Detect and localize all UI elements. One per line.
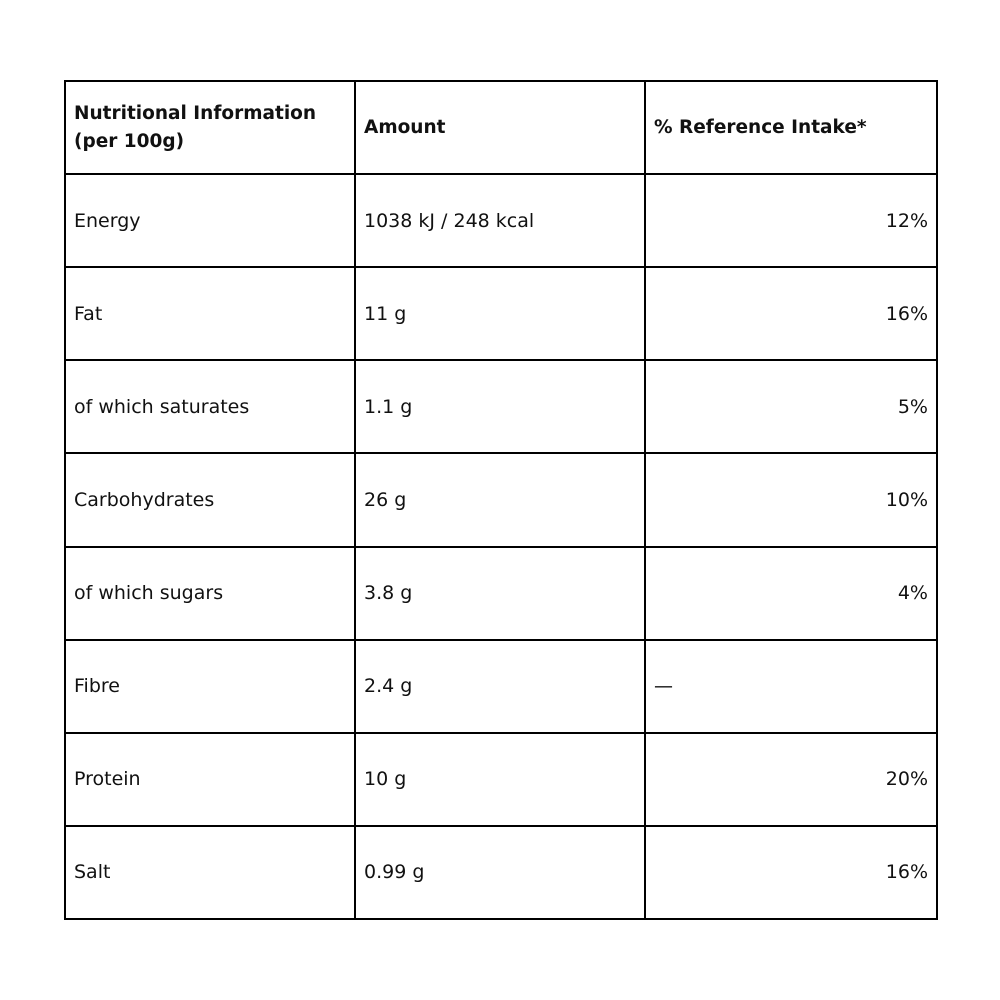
nutrient-amount: 2.4 g <box>355 640 645 733</box>
nutrient-name: Fat <box>65 267 355 360</box>
nutrient-name: Carbohydrates <box>65 453 355 546</box>
table-row <box>65 453 937 546</box>
reference-intake-value: 16% <box>645 826 937 919</box>
nutrition-table <box>64 80 938 920</box>
table-row <box>65 733 937 826</box>
header-reference-intake: % Reference Intake* <box>645 81 937 174</box>
nutrient-amount: 0.99 g <box>355 826 645 919</box>
nutrient-amount: 1.1 g <box>355 360 645 453</box>
nutrient-amount: 11 g <box>355 267 645 360</box>
nutrient-name: Fibre <box>65 640 355 733</box>
table-row <box>65 640 937 733</box>
table-row <box>65 174 937 267</box>
table-row <box>65 547 937 640</box>
table-header-row <box>65 81 937 174</box>
table-row <box>65 826 937 919</box>
table-row <box>65 267 937 360</box>
reference-intake-value: 5% <box>645 360 937 453</box>
nutrient-name: Protein <box>65 733 355 826</box>
reference-intake-value: 10% <box>645 453 937 546</box>
nutrient-amount: 3.8 g <box>355 547 645 640</box>
reference-intake-value: 16% <box>645 267 937 360</box>
table-row <box>65 360 937 453</box>
reference-intake-value: 4% <box>645 547 937 640</box>
header-amount: Amount <box>355 81 645 174</box>
nutrient-amount: 1038 kJ / 248 kcal <box>355 174 645 267</box>
reference-intake-value: — <box>645 640 937 733</box>
nutrient-name: of which saturates <box>65 360 355 453</box>
nutrient-name: of which sugars <box>65 547 355 640</box>
reference-intake-value: 12% <box>645 174 937 267</box>
reference-intake-value: 20% <box>645 733 937 826</box>
nutrient-amount: 10 g <box>355 733 645 826</box>
header-nutrient-line2: (per 100g) <box>74 130 185 152</box>
header-nutrient-line1: Nutritional Information <box>74 102 317 124</box>
nutrient-name: Energy <box>65 174 355 267</box>
nutrient-amount: 26 g <box>355 453 645 546</box>
nutrient-name: Salt <box>65 826 355 919</box>
header-nutritional-information <box>65 81 355 174</box>
